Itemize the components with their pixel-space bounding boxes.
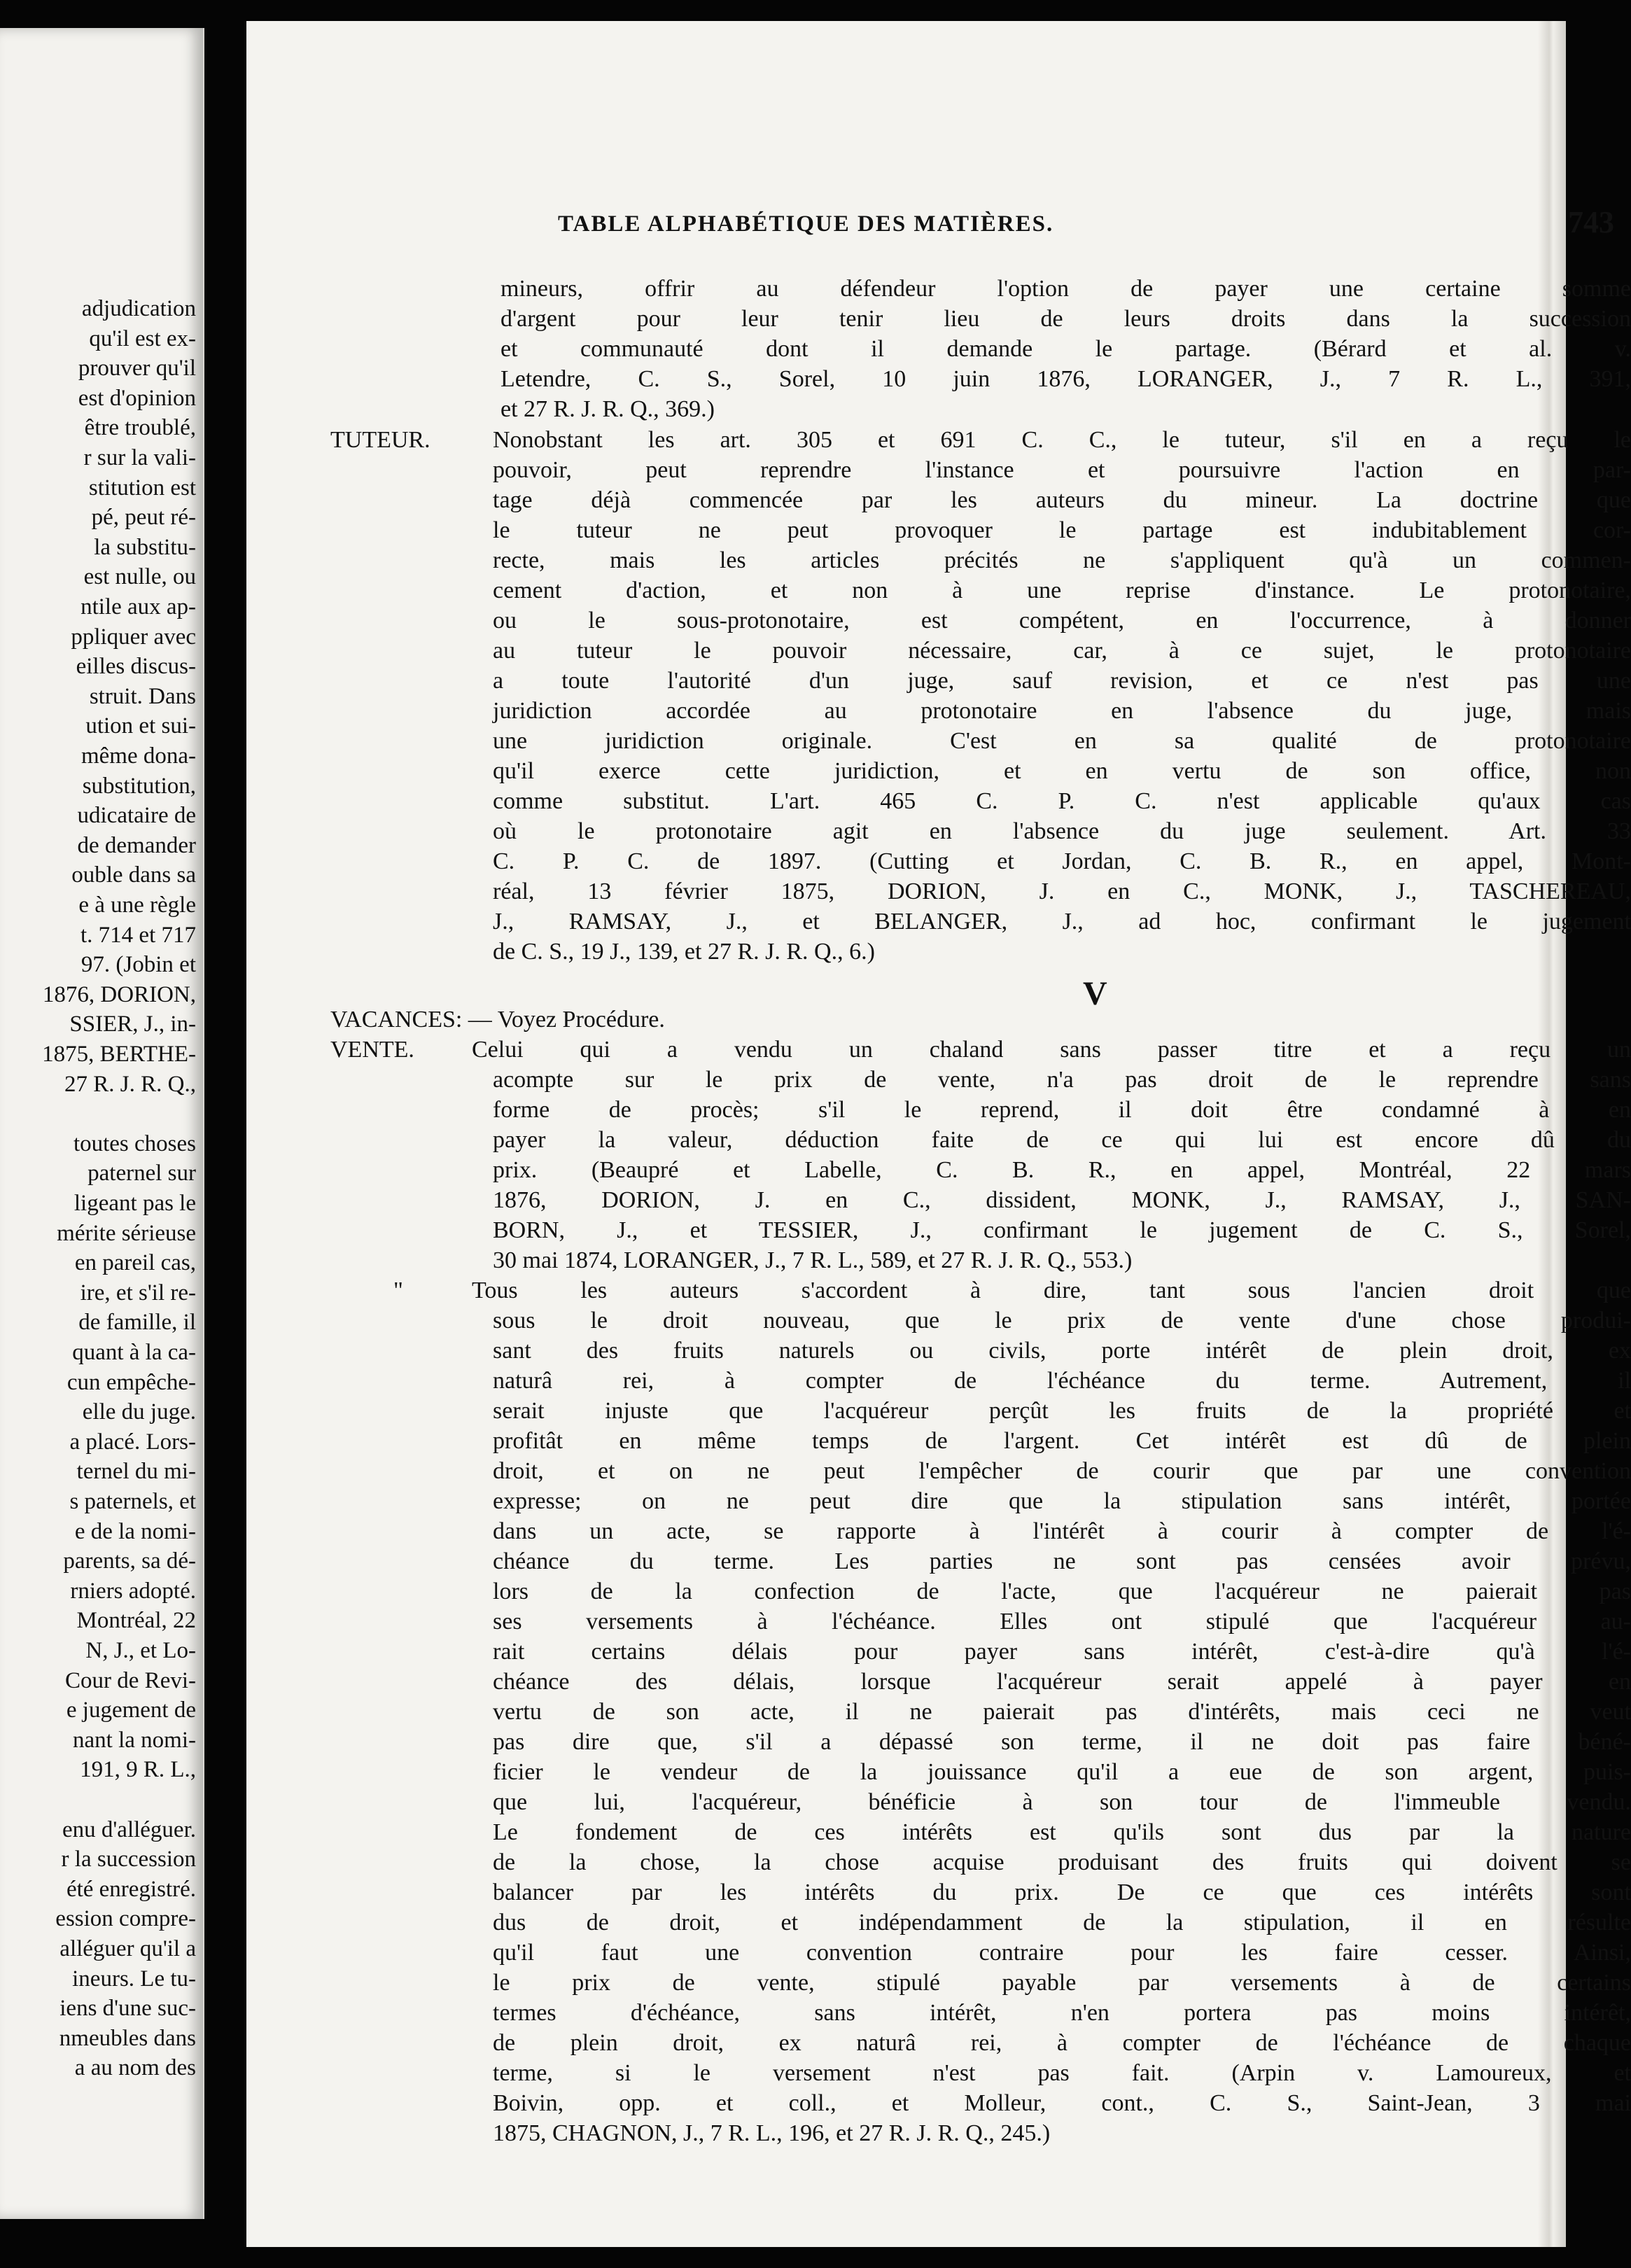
left-page-line: ire, et s'il re- (80, 1280, 196, 1306)
text-line: Le fondement de ces intérêts est qu'ils sont dus par la nature (493, 1819, 1631, 1845)
section-letter: V (1083, 975, 1107, 1012)
text-line: qu'il faut une convention contraire pour les faire cesser. Ainsi, (493, 1940, 1631, 1966)
left-page-line: prouver qu'il (78, 356, 196, 382)
text-line: a toute l'autorité d'un juge, sauf revision, et ce n'est pas une (493, 668, 1631, 694)
vente-second-entry (493, 1306, 1631, 2148)
left-page-line: adjudication (81, 296, 196, 321)
left-page-line: 1875, BERTHE- (42, 1042, 196, 1067)
left-page-line: ution et sui- (85, 713, 196, 739)
vente-second-first-line: Tous les auteurs s'accordent à dire, tant sous l'ancien droit que (472, 1278, 1631, 1303)
text-line: de plein droit, ex naturâ rei, à compter de l'échéance de chaque (493, 2030, 1631, 2056)
text-line: rait certains délais pour payer sans intérêt, c'est-à-dire qu'à l'é- (493, 1639, 1631, 1665)
left-page-line: parents, sa dé- (63, 1548, 196, 1574)
page-number: 743 (1568, 205, 1614, 239)
left-page-line: a au nom des (74, 2055, 196, 2081)
left-page-line: 1876, DORION, (42, 981, 196, 1007)
text-line: et 27 R. J. R. Q., 369.) (500, 396, 715, 422)
continued-entry (500, 274, 1631, 424)
left-page-line: enu d'alléguer. (62, 1816, 196, 1842)
left-page-line: ternel du mi- (76, 1459, 196, 1485)
left-page-line: e à une règle (78, 892, 196, 918)
left-page-line: r sur la vali- (83, 445, 196, 470)
text-line: 1875, CHAGNON, J., 7 R. L., 196, et 27 R. J. R. Q., 245.) (493, 2120, 1051, 2146)
left-page-line: est d'opinion (78, 385, 196, 411)
left-page-line: été enregistré. (66, 1876, 196, 1902)
text-line: forme de procès; s'il le reprend, il doit être condamné à en (493, 1097, 1631, 1123)
text-line: pouvoir, peut reprendre l'instance et poursuivre l'action en par- (493, 457, 1631, 483)
vente-entry (493, 1065, 1631, 1275)
left-page-line: 97. (Jobin et (80, 952, 196, 978)
text-line: acompte sur le prix de vente, n'a pas droit de le reprendre sans (493, 1067, 1631, 1093)
text-line: serait injuste que l'acquéreur perçût les fruits de la propriété et (493, 1398, 1631, 1424)
left-page-line: Cour de Revi- (65, 1667, 196, 1693)
text-line: mineurs, offrir au défendeur l'option de payer une certaine somme (500, 276, 1631, 302)
text-line: comme substitut. L'art. 465 C. P. C. n'est applicable qu'aux cas (493, 788, 1631, 814)
left-page-line: stitution est (88, 475, 196, 500)
text-line: le tuteur ne peut provoquer le partage est indubitablement cor- (493, 517, 1631, 543)
left-page-line: t. 714 et 717 (80, 922, 196, 948)
left-page-line: en pareil cas, (74, 1250, 196, 1276)
text-line: balancer par les intérêts du prix. De ce que ces intérêts sont (493, 1879, 1631, 1905)
left-page-line: paternel sur (88, 1161, 196, 1186)
left-page-line: de demander (77, 832, 196, 858)
text-line: BORN, J., et TESSIER, J., confirmant le jugement de C. S., Sorel, (493, 1217, 1631, 1243)
text-line: droit, et on ne peut l'empêcher de courir que par une convention (493, 1458, 1631, 1484)
left-page-line: eilles discus- (76, 654, 196, 680)
text-line: chéance du terme. Les parties ne sont pas censées avoir prévu, (493, 1548, 1631, 1574)
left-page-line: 27 R. J. R. Q., (64, 1071, 196, 1097)
tuteur-entry (493, 425, 1631, 967)
running-title: TABLE ALPHABÉTIQUE DES MATIÈRES. (558, 211, 1054, 237)
text-line: sant des fruits naturels ou civils, porte intérêt de plein droit, ex (493, 1338, 1631, 1364)
left-page-line: même dona- (80, 743, 196, 769)
text-line: expresse; on ne peut dire que la stipulation sans intérêt, portée (493, 1488, 1631, 1514)
ditto-mark: " (393, 1278, 403, 1303)
left-page-line: ligeant pas le (74, 1191, 196, 1216)
text-line: recte, mais les articles précités ne s'appliquent qu'à un commen- (493, 547, 1631, 573)
text-line: termes d'échéance, sans intérêt, n'en portera pas moins intérêt, (493, 2000, 1631, 2026)
text-line: vertu de son acte, il ne paierait pas d'intérêts, mais ceci ne veut (493, 1699, 1631, 1725)
text-line: cement d'action, et non à une reprise d'instance. Le protonotaire, (493, 578, 1631, 603)
text-line: J., RAMSAY, J., et BELANGER, J., ad hoc, confirmant le jugement (493, 909, 1631, 934)
left-facing-page (0, 28, 204, 2219)
text-line: ses versements à l'échéance. Elles ont stipulé que l'acquéreur au- (493, 1609, 1631, 1634)
text-line: qu'il exerce cette juridiction, et en vertu de son office, non (493, 758, 1631, 784)
left-page-line: SSIER, J., in- (69, 1011, 196, 1037)
left-page-line: ession compre- (55, 1906, 196, 1932)
left-page-line: substitution, (82, 773, 196, 799)
tuteur-heading: TUTEUR. (330, 427, 430, 453)
text-line: où le protonotaire agit en l'absence du juge seulement. Art. 33 (493, 818, 1631, 844)
text-line: pas dire que, s'il a dépassé son terme, il ne doit pas faire béné- (493, 1729, 1631, 1755)
left-page-line: r la succession (61, 1847, 196, 1872)
text-line: ou le sous-protonotaire, est compétent, en l'occurrence, à donner (493, 608, 1631, 634)
left-page-line: udicataire de (77, 803, 196, 829)
left-page-line: a placé. Lors- (69, 1429, 196, 1455)
left-page-line: est nulle, ou (83, 564, 196, 590)
text-line: de C. S., 19 J., 139, et 27 R. J. R. Q., 6.) (493, 939, 875, 965)
text-line: C. P. C. de 1897. (Cutting et Jordan, C. B. R., en appel, Mont- (493, 848, 1631, 874)
text-line: payer la valeur, déduction faite de ce qui lui est encore dû du (493, 1127, 1631, 1153)
vente-first-line: Celui qui a vendu un chaland sans passer titre et a reçu un (472, 1037, 1631, 1063)
left-page-line: la substitu- (94, 534, 196, 560)
text-line: dus de droit, et indépendamment de la stipulation, il en résulte (493, 1910, 1631, 1935)
text-line: au tuteur le pouvoir nécessaire, car, à ce sujet, le protonotaire (493, 638, 1631, 664)
text-line: de la chose, la chose acquise produisant des fruits qui doivent se (493, 1849, 1631, 1875)
text-line: Nonobstant les art. 305 et 691 C. C., le tuteur, s'il en a reçu le (493, 427, 1631, 453)
text-line: Letendre, C. S., Sorel, 10 juin 1876, LORANGER, J., 7 R. L., 391, (500, 366, 1631, 392)
text-line: profitât en même temps de l'argent. Cet intérêt est dû de plein (493, 1428, 1631, 1454)
text-line: sous le droit nouveau, que le prix de vente d'une chose produi- (493, 1308, 1631, 1334)
text-line: réal, 13 février 1875, DORION, J. en C., MONK, J., TASCHEREAU, (493, 878, 1631, 904)
text-line: et communauté dont il demande le partage. (Bérard et al. v. (500, 336, 1631, 362)
left-page-line: quant à la ca- (72, 1340, 196, 1365)
left-page-line: nmeubles dans (59, 2025, 196, 2051)
left-page-line: N, J., et Lo- (85, 1638, 196, 1663)
left-page-line: mérite sérieuse (57, 1220, 196, 1246)
text-line: terme, si le versement n'est pas fait. (Arpin v. Lamoureux, et (493, 2060, 1631, 2086)
text-line: le prix de vente, stipulé payable par versements à de certains (493, 1970, 1631, 1996)
text-line: prix. (Beaupré et Labelle, C. B. R., en appel, Montréal, 22 mars (493, 1157, 1631, 1183)
text-line: ficier le vendeur de la jouissance qu'il a eue de son argent, puis- (493, 1759, 1631, 1785)
text-line: que lui, l'acquéreur, bénéficie à son tour de l'immeuble vendu. (493, 1789, 1631, 1815)
text-line: juridiction accordée au protonotaire en l'absence du juge, mais (493, 698, 1631, 724)
left-page-line: pé, peut ré- (91, 505, 196, 531)
text-line: lors de la confection de l'acte, que l'acquéreur ne paierait pas (493, 1578, 1631, 1604)
text-line: tage déjà commencée par les auteurs du mineur. La doctrine que (493, 487, 1631, 513)
text-line: dans un acte, se rapporte à l'intérêt à courir à compter de l'é- (493, 1518, 1631, 1544)
vente-heading: VENTE. (330, 1037, 414, 1063)
left-page-line: ineurs. Le tu- (72, 1966, 196, 1991)
left-page-line: 191, 9 R. L., (80, 1757, 196, 1783)
left-page-line: iens d'une suc- (59, 1996, 196, 2022)
text-line: Boivin, opp. et coll., et Molleur, cont., C. S., Saint-Jean, 3 mai (493, 2090, 1631, 2116)
text-line: 1876, DORION, J. en C., dissident, MONK, J., RAMSAY, J., SAN- (493, 1187, 1631, 1213)
left-page-line: e de la nomi- (74, 1518, 196, 1544)
left-page-line: toutes choses (73, 1130, 196, 1156)
left-page-line: rniers adopté. (70, 1578, 196, 1604)
left-page-line: qu'il est ex- (89, 326, 196, 351)
text-line: d'argent pour leur tenir lieu de leurs droits dans la succession (500, 306, 1631, 332)
left-page-line: de famille, il (78, 1310, 196, 1336)
left-page-line: struit. Dans (89, 683, 196, 709)
left-page-line: elle du juge. (82, 1399, 196, 1425)
text-line: naturâ rei, à compter de l'échéance du terme. Autrement, il (493, 1368, 1631, 1394)
left-page-line: ntile aux ap- (80, 594, 196, 620)
left-page-line: ouble dans sa (71, 862, 196, 888)
text-line: chéance des délais, lorsque l'acquéreur serait appelé à payer en (493, 1669, 1631, 1695)
left-page-line: être troublé, (84, 415, 196, 441)
left-page-line: e jugement de (66, 1698, 196, 1723)
vacances-entry: VACANCES: — Voyez Procédure. (330, 1007, 665, 1032)
text-line: une juridiction originale. C'est en sa qualité de protonotaire (493, 728, 1631, 754)
left-page-line: alléguer qu'il a (59, 1936, 196, 1961)
left-page-line: Montréal, 22 (76, 1608, 196, 1634)
left-page-line: s paternels, et (69, 1489, 196, 1514)
left-page-line: ppliquer avec (71, 624, 196, 650)
left-page-line: cun empêche- (66, 1369, 196, 1395)
right-page (246, 21, 1631, 2247)
left-page-line: nant la nomi- (73, 1727, 196, 1753)
text-line: 30 mai 1874, LORANGER, J., 7 R. L., 589, et 27 R. J. R. Q., 553.) (493, 1247, 1133, 1273)
